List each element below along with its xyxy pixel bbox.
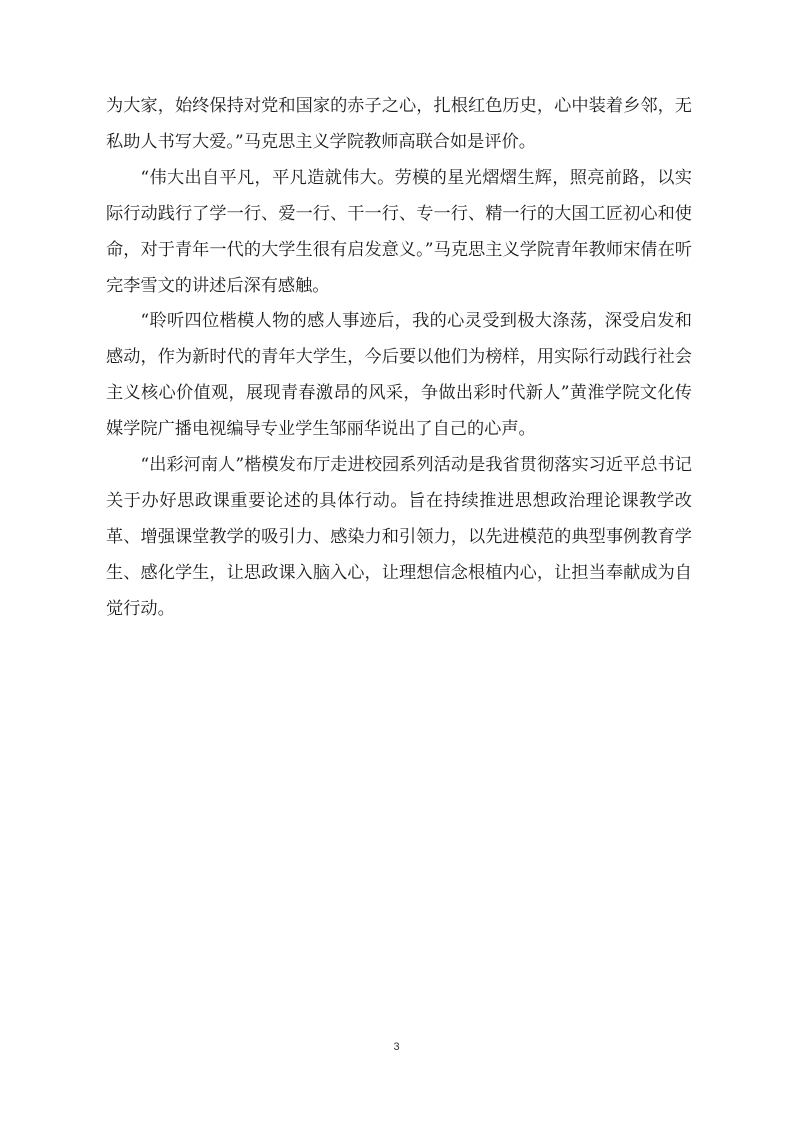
page-number: 3 (393, 1041, 400, 1053)
paragraph-4: “出彩河南人”楷模发布厅走进校园系列活动是我省贯彻落实习近平总书记关于办好思政课重要论述的具体行动。旨在持续推进思想政治理论课教学改革、增强课堂教学的吸引力、感染力和引领力，以先进模范的典型事例教育学生、感化学生，让思政课入脑入心，让理想信念根植内心，让担当奉献成为自觉行动。 (106, 455, 692, 619)
paragraph-2: “伟大出自平凡，平凡造就伟大。劳模的星光熠熠生辉，照亮前路，以实际行动践行了学一行、爱一行、干一行、专一行、精一行的大国工匠初心和使命，对于青年一代的大学生很有启发意义。”马克思主义学院青年教师宋倩在听完李雪文的讲述后深有感触。 (106, 167, 692, 296)
body-text (106, 89, 692, 628)
paragraph-3: “聆听四位楷模人物的感人事迹后，我的心灵受到极大涤荡，深受启发和感动，作为新时代的青年大学生，今后要以他们为榜样，用实际行动践行社会主义核心价值观，展现青春激昂的风采，争做出彩时代新人”黄淮学院文化传媒学院广播电视编导专业学生邹丽华说出了自己的心声。 (106, 311, 692, 440)
paragraph-1: 为大家，始终保持对党和国家的赤子之心，扎根红色历史，心中装着乡邻，无私助人书写大爱。”马克思主义学院教师高联合如是评价。 (106, 96, 692, 152)
